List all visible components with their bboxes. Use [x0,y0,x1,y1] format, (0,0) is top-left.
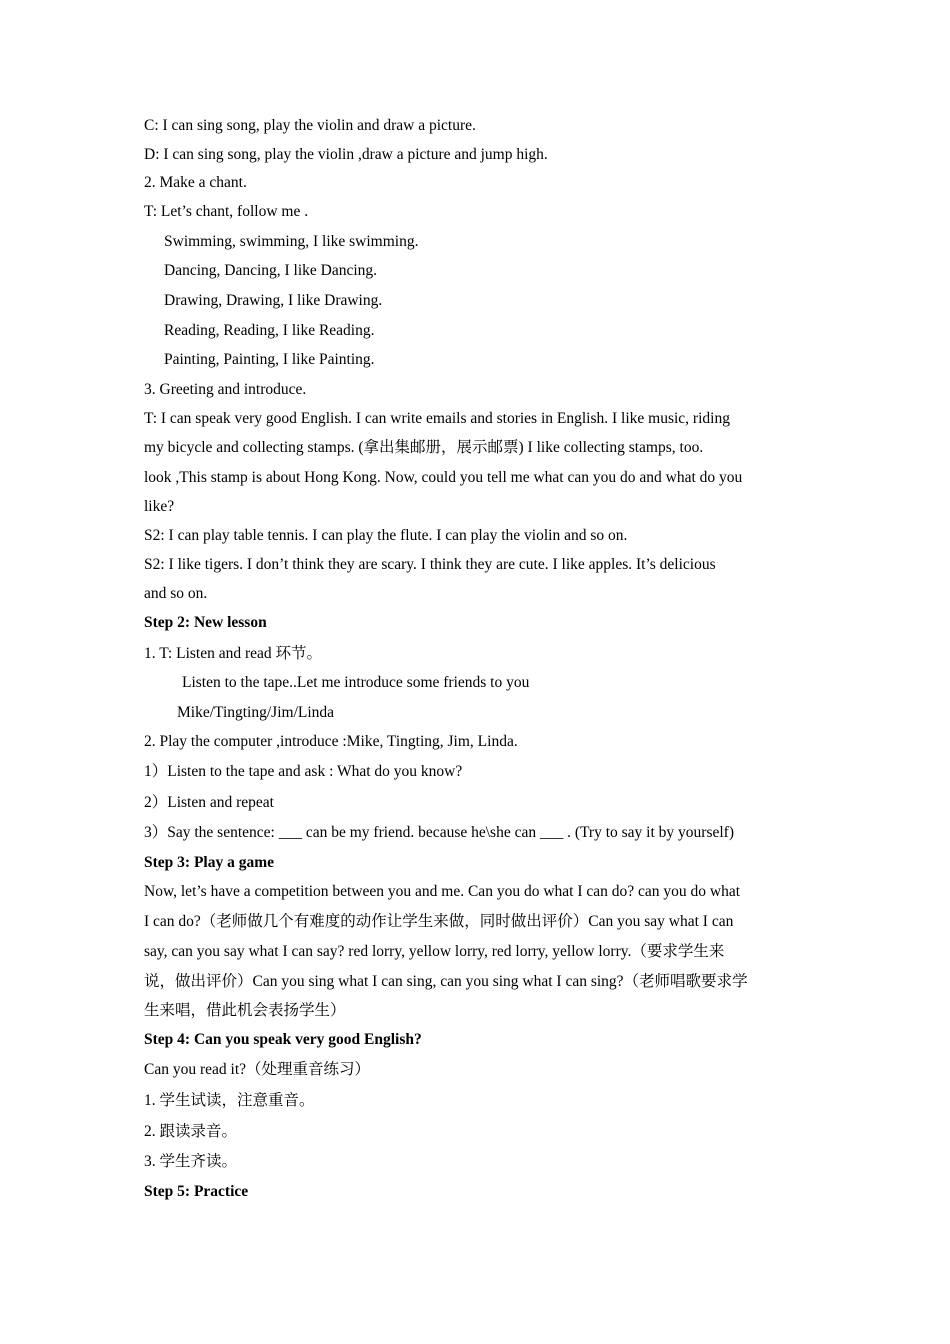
paragraph-line: 生来唱，借此机会表扬学生） [144,1002,346,1019]
chant-line-swimming: Swimming, swimming, I like swimming. [164,233,419,250]
paragraph-line: like? [144,498,175,515]
step-3-heading: Step 3: Play a game [144,854,275,871]
paragraph-line: my bicycle and collecting stamps. (拿出集邮册，展示邮票) I like collecting stamps, too. [144,439,704,456]
step-5-heading: Step 5: Practice [144,1183,249,1200]
list-item-read-together: 3. 学生齐读。 [144,1153,238,1170]
text-line-play-computer: 2. Play the computer ,introduce :Mike, Tingting, Jim, Linda. [144,733,518,750]
text-line-option-d: D: I can sing song, play the violin ,draw a picture and jump high. [144,146,548,163]
chant-line-reading: Reading, Reading, I like Reading. [164,322,375,339]
text-line-friend-names: Mike/Tingting/Jim/Linda [177,704,335,721]
text-line-listen-tape: Listen to the tape..Let me introduce some friends to you [182,674,530,691]
text-line-lets-chant: T: Let’s chant, follow me . [144,203,309,220]
text-line-say-sentence: 3）Say the sentence: ___ can be my friend. because he\she can ___ . (Try to say it by yourself) [144,824,734,841]
text-line-listen-repeat: 2）Listen and repeat [144,794,274,811]
paragraph-line: look ,This stamp is about Hong Kong. Now, could you tell me what can you do and what do you [144,469,743,486]
text-line-greeting: 3. Greeting and introduce. [144,381,307,398]
step-2-heading: Step 2: New lesson [144,614,267,631]
text-line-read-it: Can you read it?（处理重音练习） [144,1061,371,1078]
text-line-s2-like: S2: I like tigers. I don’t think they are scary. I think they are cute. I like apples. It’s delicious [144,556,716,573]
chant-line-dancing: Dancing, Dancing, I like Dancing. [164,262,378,279]
paragraph-line: 说，做出评价）Can you sing what I can sing, can you sing what I can sing?（老师唱歌要求学 [144,973,748,990]
list-item-follow-tape: 2. 跟读录音。 [144,1123,238,1140]
paragraph-line: T: I can speak very good English. I can write emails and stories in English. I like music, riding [144,410,730,427]
paragraph-line: I can do?（老师做几个有难度的动作让学生来做，同时做出评价）Can you say what I can [144,913,734,930]
text-line-listen-read: 1. T: Listen and read 环节。 [144,645,323,662]
paragraph-line: say, can you say what I can say? red lorry, yellow lorry, red lorry, yellow lorry.（要求学生来 [144,943,725,960]
text-line-s2-play: S2: I can play table tennis. I can play the flute. I can play the violin and so on. [144,527,628,544]
step-4-heading: Step 4: Can you speak very good English? [144,1031,422,1048]
text-line-so-on: and so on. [144,585,208,602]
chant-line-drawing: Drawing, Drawing, I like Drawing. [164,292,383,309]
text-line-make-chant: 2. Make a chant. [144,174,247,191]
chant-line-painting: Painting, Painting, I like Painting. [164,351,375,368]
text-line-option-c: C: I can sing song, play the violin and draw a picture. [144,117,476,134]
text-line-listen-ask: 1）Listen to the tape and ask : What do you know? [144,763,463,780]
paragraph-line: Now, let’s have a competition between you and me. Can you do what I can do? can you do what [144,883,741,900]
list-item-try-read: 1. 学生试读，注意重音。 [144,1092,315,1109]
